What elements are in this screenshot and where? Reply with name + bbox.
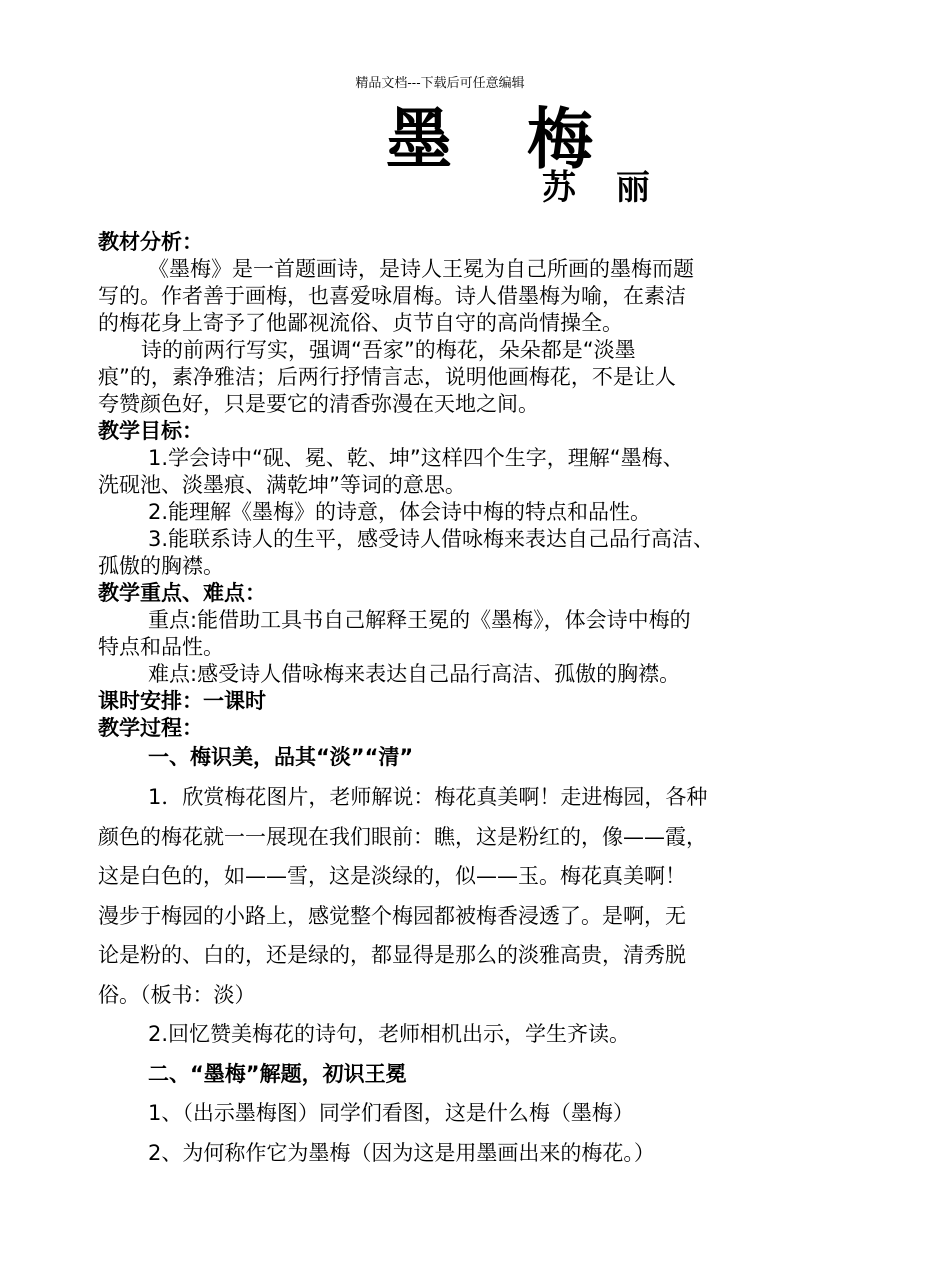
schedule: 课时安排：一课时 (98, 689, 266, 713)
analysis-line: 诗的前两行写实，强调“吾家”的梅花，朵朵都是“淡墨 (141, 338, 636, 362)
goal-line: 1.学会诗中“砚、冕、乾、坤”这样四个生字，理解“墨梅、 (148, 446, 684, 470)
author-name: 苏 丽 (542, 168, 664, 208)
part1-item1-line: 这是白色的，如——雪，这是淡绿的，似——玉。梅花真美啊！ (98, 864, 686, 888)
analysis-line: 写的。作者善于画梅，也喜爱咏眉梅。诗人借墨梅为喻，在素洁 (98, 284, 686, 308)
part2-item2: 2、为何称作它为墨梅（因为这是用墨画出来的梅花。） (148, 1140, 655, 1165)
difficult-point: 难点:感受诗人借咏梅来表达自己品行高洁、孤傲的胸襟。 (148, 662, 681, 686)
document-body (98, 229, 798, 1173)
part1-item2: 2.回忆赞美梅花的诗句，老师相机出示，学生齐读。 (148, 1022, 631, 1046)
goal-line: 2.能理解《墨梅》的诗意，体会诗中梅的特点和品性。 (148, 500, 652, 524)
part2-item1: 1、（出示墨梅图）同学们看图，这是什么梅（墨梅） (148, 1101, 634, 1125)
part1-heading: 一、梅识美，品其“淡”“清” (148, 745, 414, 769)
goal-line: 孤傲的胸襟。 (98, 554, 224, 578)
header-note: 精品文档---下载后可任意编辑 (355, 76, 525, 91)
part1-item1-line: 1．欣赏梅花图片，老师解说：梅花真美啊！走进梅园，各种 (148, 785, 708, 809)
analysis-heading: 教材分析： (98, 230, 203, 254)
key-point-line: 特点和品性。 (98, 635, 224, 659)
part2-heading: 二、“墨梅”解题，初识王冕 (148, 1061, 407, 1086)
part1-item1-line: 论是粉的、白的，还是绿的，都显得是那么的淡雅高贵，清秀脱 (98, 943, 686, 967)
goals-heading: 教学目标： (98, 419, 203, 443)
part1-item1-line: 俗。（板书：淡） (98, 982, 256, 1007)
goal-line: 3.能联系诗人的生平，感受诗人借咏梅来表达自己品行高洁、 (148, 527, 715, 551)
analysis-line: 《墨梅》是一首题画诗，是诗人王冕为自己所画的墨梅而题 (148, 257, 694, 281)
analysis-line: 痕”的，素净雅洁；后两行抒情言志，说明他画梅花，不是让人 (98, 365, 676, 389)
part1-item1-line: 颜色的梅花就一一展现在我们眼前：瞧，这是粉红的，像——霞， (98, 824, 707, 849)
key-point-line: 重点:能借助工具书自己解释王冕的《墨梅》，体会诗中梅的 (148, 608, 691, 632)
goal-line: 洗砚池、淡墨痕、满乾坤”等词的意思。 (98, 473, 466, 497)
key-heading: 教学重点、难点： (98, 581, 266, 605)
analysis-line: 的梅花身上寄予了他鄙视流俗、贞节自守的高尚情操全。 (98, 311, 623, 335)
analysis-line: 夸赞颜色好，只是要它的清香弥漫在天地之间。 (98, 392, 539, 416)
part1-item1-line: 漫步于梅园的小路上，感觉整个梅园都被梅香浸透了。是啊，无 (98, 903, 686, 928)
process-heading: 教学过程： (98, 716, 203, 740)
document-title: 墨 梅 (386, 101, 619, 178)
